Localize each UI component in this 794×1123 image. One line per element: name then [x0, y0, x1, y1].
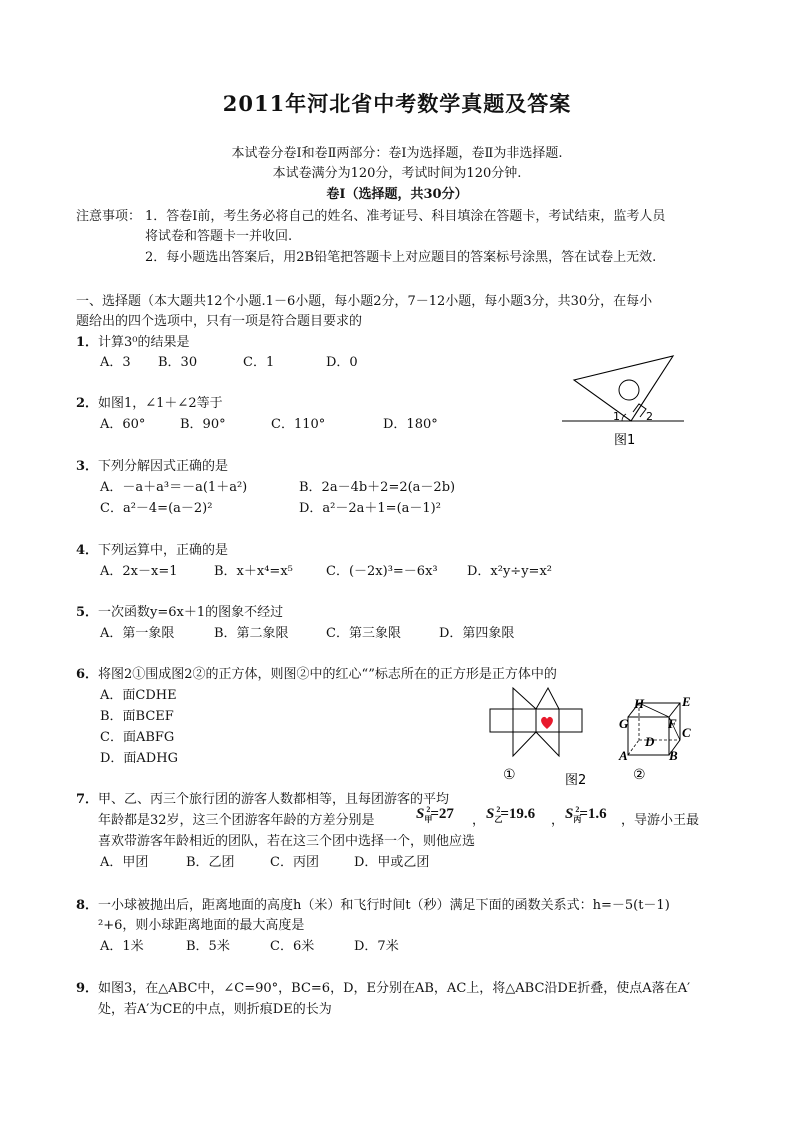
figure-2 — [485, 686, 700, 788]
option-c: C．第三象限 — [326, 626, 401, 641]
ruler-hole-circle — [619, 380, 639, 400]
option-a: A．2x－x=1 — [100, 564, 178, 579]
option-c: C．丙团 — [270, 855, 319, 870]
option-d: D．180° — [383, 417, 438, 432]
angle-1-label: 1 — [613, 410, 620, 423]
question-stem-line-2: ²+6，则小球距离地面的最大高度是 — [98, 918, 305, 933]
option-a: A．－a＋a³＝－a(1＋a²) — [100, 480, 248, 495]
part1-line-1: 一、选择题（本大题共12个小题.1－6小题，每小题2分，7－12小题，每小题3分，共30分，在每小 — [76, 294, 653, 309]
angle-2-label: 2 — [646, 410, 653, 423]
question-number: 2． — [76, 396, 99, 411]
notice-label: 注意事项： — [76, 209, 142, 224]
question-number: 1． — [76, 335, 99, 350]
option-d: D．第四象限 — [439, 626, 515, 641]
option-a: A．60° — [100, 417, 146, 432]
figure-2-caption: 图2 — [565, 773, 587, 788]
vertex-f: F — [668, 716, 677, 731]
question-number: 6． — [76, 667, 99, 682]
option-a: A．面CDHE — [100, 688, 177, 703]
option-c: C．1 — [243, 355, 275, 370]
question-stem: 计算3⁰的结果是 — [98, 335, 190, 350]
vertex-a: A — [619, 748, 628, 763]
question-stem: 下列分解因式正确的是 — [98, 459, 229, 474]
question-stem-line-2: 年龄都是32岁，这三个团游客年龄的方差分别是 — [98, 813, 375, 828]
option-c: C．a²－4=(a－2)² — [100, 501, 213, 516]
comma-2: ， — [551, 813, 565, 828]
option-d: D．甲或乙团 — [354, 855, 430, 870]
net-label: ① — [503, 767, 516, 783]
option-b: B．2a－4b＋2=2(a－2b) — [299, 480, 456, 495]
question-number: 7． — [76, 792, 99, 807]
option-a: A．第一象限 — [100, 626, 175, 641]
question-stem-line-3: 喜欢带游客年龄相近的团队，若在这三个团中选择一个，则他应选 — [98, 834, 476, 849]
option-b: B．x＋x⁴=x⁵ — [214, 564, 293, 579]
comma-1: ， — [472, 813, 486, 828]
option-b: B．面BCEF — [100, 709, 174, 724]
cube-3d — [618, 694, 691, 763]
option-d: D．7米 — [354, 939, 399, 954]
question-number: 8． — [76, 898, 99, 913]
option-b: B．5米 — [186, 939, 230, 954]
option-d: D．x²y÷y=x² — [467, 564, 552, 579]
page-title: 2011年河北省中考数学真题及答案 — [222, 91, 572, 116]
option-b: B．第二象限 — [214, 626, 289, 641]
notice-item-1b: 将试卷和答题卡一并收回. — [145, 229, 293, 244]
option-b: B．乙团 — [186, 855, 235, 870]
vertex-c: C — [682, 725, 691, 740]
vertex-e: E — [682, 694, 691, 709]
question-stem-line-1: 一小球被抛出后，距离地面的高度h（米）和飞行时间t（秒）满足下面的函数关系式：h=－5(t－1) — [98, 898, 670, 913]
option-c: C．6米 — [270, 939, 315, 954]
option-d: D．0 — [326, 355, 358, 370]
notice-item-2: 2．每小题选出答案后，用2B铅笔把答题卡上对应题目的答案标号涂黑，答在试卷上无效. — [145, 250, 657, 265]
question-stem-line-1: 甲、乙、丙三个旅行团的游客人数都相等，且每团游客的平均 — [98, 792, 450, 807]
question-number: 3． — [76, 459, 99, 474]
option-b: B．90° — [180, 417, 226, 432]
option-a: A．1米 — [100, 939, 144, 954]
question-stem: 一次函数y=6x＋1的图象不经过 — [98, 605, 284, 620]
option-c: C．110° — [271, 417, 326, 432]
question-number: 9． — [76, 981, 99, 996]
question-stem: 下列运算中，正确的是 — [98, 543, 229, 558]
question-stem-line-2b: ，导游小王最 — [621, 813, 700, 828]
vertex-h: H — [634, 696, 645, 711]
question-number: 4． — [76, 543, 99, 558]
cube-net — [490, 688, 582, 756]
option-c: C．(－2x)³=－6x³ — [326, 564, 438, 579]
question-stem-line-1: 如图3，在△ABC中，∠C=90°，BC=6，D，E分别在AB，AC上，将△ABC沿DE折叠，使点A落在A′ — [98, 981, 691, 996]
figure-1 — [560, 352, 690, 452]
question-number: 5． — [76, 605, 99, 620]
question-stem: 将图2①围成图2②的正方体，则图②中的红心“”标志所在的正方形是正方体中的 — [98, 667, 557, 682]
option-b: B．30 — [158, 355, 198, 370]
section-title: 卷Ⅰ（选择题，共30分） — [326, 187, 468, 202]
variance-jia: $S_甲^2=27$ — [416, 805, 454, 824]
question-stem: 如图1，∠1＋∠2等于 — [98, 396, 223, 411]
vertex-g: G — [619, 716, 629, 731]
part1-line-2: 题给出的四个选项中，只有一项是符合题目要求的 — [76, 314, 363, 329]
heart-icon — [541, 717, 553, 729]
triangle-ruler — [574, 356, 673, 421]
option-a: A．甲团 — [100, 855, 149, 870]
vertex-d: D — [645, 734, 655, 749]
option-d: D．面ADHG — [100, 751, 178, 766]
figure-1-caption: 图1 — [614, 433, 636, 448]
intro-line-1: 本试卷分卷Ⅰ和卷Ⅱ两部分：卷Ⅰ为选择题，卷Ⅱ为非选择题. — [231, 146, 563, 161]
option-c: C．面ABFG — [100, 730, 175, 745]
option-d: D．a²－2a＋1=(a－1)² — [299, 501, 441, 516]
option-a: A．3 — [100, 355, 131, 370]
vertex-b: B — [669, 748, 678, 763]
intro-line-2: 本试卷满分为120分，考试时间为120分钟. — [272, 166, 522, 181]
variance-bing: $S_丙^2=1.6$ — [565, 805, 607, 824]
variance-yi: $S_乙^2=19.6$ — [486, 805, 536, 824]
notice-item-1a: 1．答卷Ⅰ前，考生务必将自己的姓名、准考证号、科目填涂在答题卡，考试结束，监考人员 — [145, 209, 666, 224]
question-stem-line-2: 处，若A′为CE的中点，则折痕DE的长为 — [98, 1002, 332, 1017]
cube-label: ② — [633, 767, 646, 783]
